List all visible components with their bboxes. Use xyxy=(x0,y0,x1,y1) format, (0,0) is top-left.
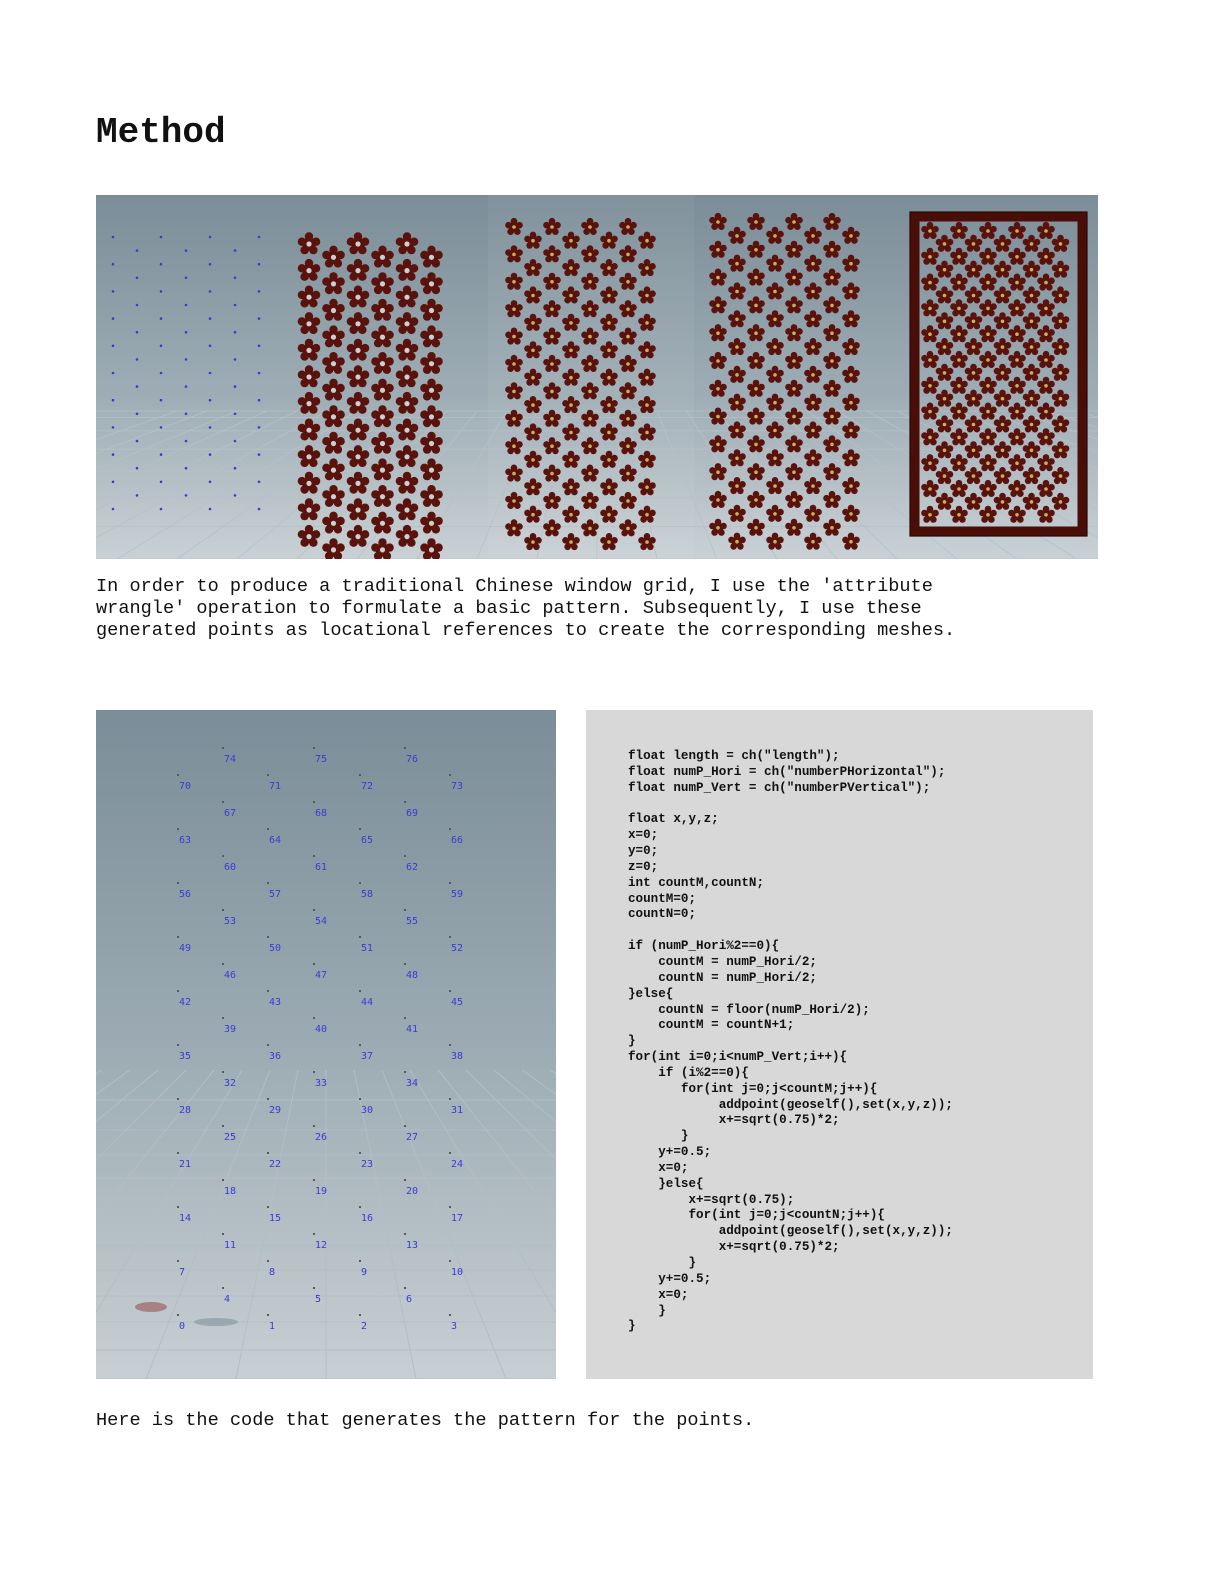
grid-point xyxy=(112,236,115,239)
grid-point xyxy=(209,453,212,456)
point-label: 9 xyxy=(361,1267,368,1278)
grid-point xyxy=(234,413,237,416)
point-label: 63 xyxy=(179,835,192,846)
point-label: 35 xyxy=(179,1051,192,1062)
grid-point xyxy=(209,317,212,320)
point-label: 31 xyxy=(451,1105,464,1116)
grid-point xyxy=(209,236,212,239)
grid-point xyxy=(209,372,212,375)
grid-point xyxy=(160,399,163,402)
point-label: 37 xyxy=(361,1051,374,1062)
grid-point xyxy=(258,290,261,293)
grid-point xyxy=(258,399,261,402)
point-label: 18 xyxy=(224,1186,237,1197)
point-label: 53 xyxy=(224,916,237,927)
point-label: 36 xyxy=(269,1051,282,1062)
grid-point xyxy=(209,426,212,429)
point-label: 41 xyxy=(406,1024,419,1035)
point-label: 67 xyxy=(224,808,237,819)
grid-point xyxy=(136,494,139,497)
point-label: 22 xyxy=(269,1159,282,1170)
grid-point xyxy=(160,345,163,348)
grid-point xyxy=(112,290,115,293)
point-label: 57 xyxy=(269,889,282,900)
point-label: 29 xyxy=(269,1105,282,1116)
point-label: 26 xyxy=(315,1132,328,1143)
point-label: 65 xyxy=(361,835,374,846)
point-label: 13 xyxy=(406,1240,419,1251)
grid-point xyxy=(234,249,237,252)
point-label: 4 xyxy=(224,1294,231,1305)
grid-point xyxy=(185,277,188,280)
point-label: 25 xyxy=(224,1132,237,1143)
grid-point xyxy=(136,304,139,307)
point-label: 39 xyxy=(224,1024,237,1035)
point-label: 64 xyxy=(269,835,282,846)
point-label: 27 xyxy=(406,1132,419,1143)
point-label: 0 xyxy=(179,1321,186,1332)
grid-point xyxy=(209,481,212,484)
grid-point xyxy=(160,372,163,375)
grid-point xyxy=(160,481,163,484)
point-label: 7 xyxy=(179,1267,186,1278)
point-label: 72 xyxy=(361,781,374,792)
grid-point xyxy=(160,453,163,456)
grid-point xyxy=(209,290,212,293)
point-label: 60 xyxy=(224,862,237,873)
grid-point xyxy=(136,440,139,443)
point-label: 58 xyxy=(361,889,374,900)
grid-point xyxy=(185,304,188,307)
figure-strip xyxy=(96,195,1098,559)
point-label: 16 xyxy=(361,1213,374,1224)
point-label: 61 xyxy=(315,862,328,873)
grid-point xyxy=(209,508,212,511)
grid-point xyxy=(209,345,212,348)
grid-point xyxy=(258,508,261,511)
point-label: 46 xyxy=(224,970,237,981)
point-label: 10 xyxy=(451,1267,464,1278)
grid-point xyxy=(209,263,212,266)
grid-point xyxy=(258,453,261,456)
grid-point xyxy=(136,277,139,280)
grid-point xyxy=(258,317,261,320)
code-caption: Here is the code that generates the pattern for the points. xyxy=(96,1410,755,1431)
point-label: 51 xyxy=(361,943,374,954)
grid-point xyxy=(234,277,237,280)
grid-point xyxy=(258,426,261,429)
grid-point xyxy=(160,508,163,511)
point-label: 70 xyxy=(179,781,192,792)
point-label: 19 xyxy=(315,1186,328,1197)
point-label: 11 xyxy=(224,1240,237,1251)
grid-point xyxy=(160,263,163,266)
point-label: 3 xyxy=(451,1321,458,1332)
point-label: 55 xyxy=(406,916,419,927)
point-label: 24 xyxy=(451,1159,464,1170)
point-label: 47 xyxy=(315,970,328,981)
point-label: 38 xyxy=(451,1051,464,1062)
grid-point xyxy=(185,440,188,443)
grid-point xyxy=(234,440,237,443)
point-label: 30 xyxy=(361,1105,374,1116)
point-label: 45 xyxy=(451,997,464,1008)
point-label: 52 xyxy=(451,943,464,954)
point-label: 28 xyxy=(179,1105,192,1116)
point-label: 15 xyxy=(269,1213,282,1224)
point-label: 5 xyxy=(315,1294,322,1305)
point-label: 20 xyxy=(406,1186,419,1197)
grid-point xyxy=(160,426,163,429)
point-label: 14 xyxy=(179,1213,192,1224)
grid-point xyxy=(234,304,237,307)
point-label: 12 xyxy=(315,1240,328,1251)
point-label: 54 xyxy=(315,916,328,927)
vex-code-block: float length = ch("length"); float numP_Hori = ch("numberPHorizontal"); float numP_Vert = ch("numberPVertical"); float x,y,z; x=0; y=0; z=0; int countM,countN; countM=0; countN=0; if (numP_Hori%2==0){ countM = numP_Hori/2; countN = numP_Hori/2; }else{ countN = floor(numP_Hori/2); countM = countN+1; } for(int i=0;i<numP_Vert;i++){ if (i%2==0){ for(int j=0;j<countM;j++){ addpoint(geoself(),set(x,y,z)); x+=sqrt(0.75)*2; } y+=0.5; x=0; }else{ x+=sqrt(0.75); for(int j=0;j<countN;j++){ addpoint(geoself(),set(x,y,z)); x+=sqrt(0.75)*2; } y+=0.5; x=0; } } xyxy=(628,749,953,1334)
grid-point xyxy=(185,358,188,361)
point-label: 59 xyxy=(451,889,464,900)
intro-paragraph: In order to produce a traditional Chinese window grid, I use the 'attribute wrangle' operation to formulate a basic pattern. Subsequently, I use these generated points as locational references to create the corresponding meshes. xyxy=(96,576,956,641)
point-label: 6 xyxy=(406,1294,413,1305)
grid-point xyxy=(234,385,237,388)
grid-point xyxy=(258,263,261,266)
grid-point xyxy=(136,413,139,416)
grid-point xyxy=(112,481,115,484)
grid-point xyxy=(258,481,261,484)
point-label: 33 xyxy=(315,1078,328,1089)
point-label: 74 xyxy=(224,754,237,765)
point-label: 44 xyxy=(361,997,374,1008)
grid-point xyxy=(112,317,115,320)
grid-point xyxy=(112,426,115,429)
grid-point xyxy=(258,236,261,239)
grid-point xyxy=(185,413,188,416)
point-label: 62 xyxy=(406,862,419,873)
point-label: 68 xyxy=(315,808,328,819)
grid-point xyxy=(136,467,139,470)
grid-point xyxy=(185,467,188,470)
grid-point xyxy=(136,331,139,334)
grid-point xyxy=(112,399,115,402)
grid-point xyxy=(136,385,139,388)
grid-point xyxy=(234,358,237,361)
point-label: 8 xyxy=(269,1267,276,1278)
point-label: 49 xyxy=(179,943,192,954)
point-label: 71 xyxy=(269,781,282,792)
grid-point xyxy=(112,508,115,511)
point-grid-viewport xyxy=(96,710,556,1379)
grid-point xyxy=(185,331,188,334)
grid-point xyxy=(112,372,115,375)
grid-point xyxy=(112,263,115,266)
point-label: 42 xyxy=(179,997,192,1008)
point-label: 21 xyxy=(179,1159,192,1170)
point-label: 40 xyxy=(315,1024,328,1035)
grid-point xyxy=(112,453,115,456)
grid-point xyxy=(185,385,188,388)
point-label: 17 xyxy=(451,1213,464,1224)
code-panel xyxy=(586,710,1093,1379)
point-label: 48 xyxy=(406,970,419,981)
point-label: 56 xyxy=(179,889,192,900)
point-label: 1 xyxy=(269,1321,276,1332)
grid-point xyxy=(258,372,261,375)
point-label: 76 xyxy=(406,754,419,765)
grid-point xyxy=(160,236,163,239)
grid-point xyxy=(234,467,237,470)
point-label: 73 xyxy=(451,781,464,792)
grid-point xyxy=(234,331,237,334)
point-label: 2 xyxy=(361,1321,368,1332)
grid-point xyxy=(185,249,188,252)
grid-point xyxy=(234,494,237,497)
grid-point xyxy=(160,317,163,320)
grid-point xyxy=(136,249,139,252)
point-label: 75 xyxy=(315,754,328,765)
point-label: 43 xyxy=(269,997,282,1008)
point-label: 66 xyxy=(451,835,464,846)
point-label: 69 xyxy=(406,808,419,819)
grid-point xyxy=(160,290,163,293)
grid-point xyxy=(112,345,115,348)
point-label: 32 xyxy=(224,1078,237,1089)
point-label: 23 xyxy=(361,1159,374,1170)
point-label: 34 xyxy=(406,1078,419,1089)
grid-point xyxy=(209,399,212,402)
grid-point xyxy=(136,358,139,361)
page-title: Method xyxy=(96,112,226,153)
point-label: 50 xyxy=(269,943,282,954)
grid-point xyxy=(258,345,261,348)
grid-point xyxy=(185,494,188,497)
